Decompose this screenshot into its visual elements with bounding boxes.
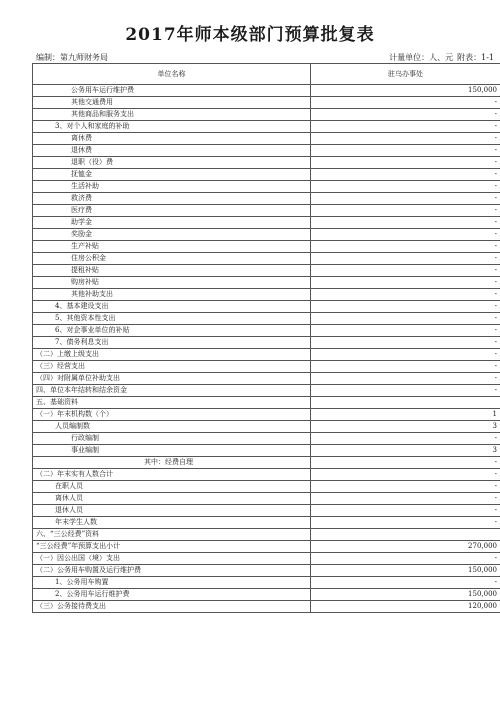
row-value: - bbox=[311, 289, 500, 301]
row-label: 生产补贴 bbox=[33, 241, 311, 253]
row-value: - bbox=[311, 481, 500, 493]
row-value: - bbox=[311, 193, 500, 205]
row-value: - bbox=[311, 205, 500, 217]
table-row bbox=[33, 541, 500, 553]
table-row bbox=[33, 337, 500, 349]
table-row bbox=[33, 133, 500, 145]
row-value: - bbox=[311, 109, 500, 121]
row-label: 3、对个人和家庭的补助 bbox=[33, 121, 311, 133]
table-row bbox=[33, 385, 500, 397]
row-label: 其他交通费用 bbox=[33, 97, 311, 109]
row-label: 年末学生人数 bbox=[33, 517, 311, 529]
table-row bbox=[33, 409, 500, 421]
row-value: - bbox=[311, 229, 500, 241]
header-value: 驻乌办事处 bbox=[311, 64, 500, 85]
row-value: - bbox=[311, 505, 500, 517]
row-value: - bbox=[311, 169, 500, 181]
row-label: 医疗费 bbox=[33, 205, 311, 217]
row-label: 其中：经费自理 bbox=[33, 457, 311, 469]
table-row bbox=[33, 589, 500, 601]
budget-table bbox=[32, 63, 500, 613]
table-row bbox=[33, 181, 500, 193]
table-row bbox=[33, 565, 500, 577]
table-row bbox=[33, 97, 500, 109]
table-row bbox=[33, 157, 500, 169]
row-value: 1 bbox=[311, 409, 500, 421]
table-header-row bbox=[33, 64, 500, 85]
table-row bbox=[33, 529, 500, 541]
table-row bbox=[33, 217, 500, 229]
table-row bbox=[33, 517, 500, 529]
table-row bbox=[33, 325, 500, 337]
row-label: “三公经费”年预算支出小计 bbox=[33, 541, 311, 553]
table-row bbox=[33, 577, 500, 589]
row-label: 购房补贴 bbox=[33, 277, 311, 289]
row-label: （二）年末实有人数合计 bbox=[33, 469, 311, 481]
row-label: （二）公务用车购置及运行维护费 bbox=[33, 565, 311, 577]
row-label: 奖励金 bbox=[33, 229, 311, 241]
row-label: 7、债务利息支出 bbox=[33, 337, 311, 349]
table-row bbox=[33, 601, 500, 613]
row-value: - bbox=[311, 241, 500, 253]
table-row bbox=[33, 373, 500, 385]
row-label: 6、对企事业单位的补贴 bbox=[33, 325, 311, 337]
sheet-label: 附表：1-1 bbox=[457, 53, 494, 62]
row-value bbox=[311, 397, 500, 409]
row-label: （三）公务接待费支出 bbox=[33, 601, 311, 613]
row-label: 提租补贴 bbox=[33, 265, 311, 277]
row-value: - bbox=[311, 253, 500, 265]
row-value: - bbox=[311, 337, 500, 349]
row-value: - bbox=[311, 313, 500, 325]
table-row bbox=[33, 289, 500, 301]
row-label: 五、基础资料 bbox=[33, 397, 311, 409]
row-value: - bbox=[311, 133, 500, 145]
table-row bbox=[33, 205, 500, 217]
table-row bbox=[33, 85, 500, 97]
row-value: - bbox=[311, 493, 500, 505]
row-label: （四）对附属单位补助支出 bbox=[33, 373, 311, 385]
row-label: 1、公务用车购置 bbox=[33, 577, 311, 589]
row-label: 助学金 bbox=[33, 217, 311, 229]
table-row bbox=[33, 301, 500, 313]
row-value: - bbox=[311, 469, 500, 481]
row-label: 退职（役）费 bbox=[33, 157, 311, 169]
row-value: 150,000 bbox=[311, 85, 500, 97]
row-label: 离休费 bbox=[33, 133, 311, 145]
row-label: 其他补助支出 bbox=[33, 289, 311, 301]
row-value: - bbox=[311, 385, 500, 397]
row-value: - bbox=[311, 373, 500, 385]
row-value: - bbox=[311, 97, 500, 109]
table-row bbox=[33, 469, 500, 481]
table-row bbox=[33, 505, 500, 517]
row-label: 救济费 bbox=[33, 193, 311, 205]
row-label: 六、“三公经费”资料 bbox=[33, 529, 311, 541]
row-value: - bbox=[311, 301, 500, 313]
table-row bbox=[33, 241, 500, 253]
table-body bbox=[33, 85, 500, 613]
row-label: 离休人员 bbox=[33, 493, 311, 505]
table-row bbox=[33, 169, 500, 181]
row-value: - bbox=[311, 157, 500, 169]
table-row bbox=[33, 361, 500, 373]
page-title: 2017年师本级部门预算批复表 bbox=[125, 25, 375, 45]
row-label: 行政编制 bbox=[33, 433, 311, 445]
row-value: - bbox=[311, 553, 500, 565]
row-label: 5、其他资本性支出 bbox=[33, 313, 311, 325]
meta-line bbox=[36, 52, 494, 63]
row-label: 抚恤金 bbox=[33, 169, 311, 181]
table-row bbox=[33, 457, 500, 469]
row-label: 公务用车运行维护费 bbox=[33, 85, 311, 97]
row-label: 退休费 bbox=[33, 145, 311, 157]
header-name: 单位名称 bbox=[33, 64, 311, 85]
table-row bbox=[33, 553, 500, 565]
table-row bbox=[33, 277, 500, 289]
table-row bbox=[33, 193, 500, 205]
row-value: - bbox=[311, 217, 500, 229]
row-label: （一）因公出国（境）支出 bbox=[33, 553, 311, 565]
row-value: 120,000 bbox=[311, 601, 500, 613]
row-label: 生活补助 bbox=[33, 181, 311, 193]
row-value: - bbox=[311, 277, 500, 289]
row-value: 150,000 bbox=[311, 589, 500, 601]
row-label: 在职人员 bbox=[33, 481, 311, 493]
row-label: 四、单位本年结转和结余资金 bbox=[33, 385, 311, 397]
table-row bbox=[33, 145, 500, 157]
table-row bbox=[33, 445, 500, 457]
row-label: （一）年末机构数（个） bbox=[33, 409, 311, 421]
row-label: 事业编制 bbox=[33, 445, 311, 457]
row-value: - bbox=[311, 517, 500, 529]
table-row bbox=[33, 481, 500, 493]
table-row bbox=[33, 229, 500, 241]
row-value: 150,000 bbox=[311, 565, 500, 577]
meta-right bbox=[389, 52, 494, 63]
row-label: 其他商品和服务支出 bbox=[33, 109, 311, 121]
row-value: - bbox=[311, 121, 500, 133]
row-value: - bbox=[311, 361, 500, 373]
table-row bbox=[33, 397, 500, 409]
row-value: - bbox=[311, 457, 500, 469]
table-row bbox=[33, 253, 500, 265]
table-row bbox=[33, 493, 500, 505]
row-value: 270,000 bbox=[311, 541, 500, 553]
row-value: 3 bbox=[311, 445, 500, 457]
unit-label: 计量单位：人、元 bbox=[389, 53, 454, 62]
row-value: - bbox=[311, 145, 500, 157]
table-row bbox=[33, 265, 500, 277]
row-value: 3 bbox=[311, 421, 500, 433]
compiler-label: 编制：第九师财务局 bbox=[36, 53, 108, 62]
table-row bbox=[33, 433, 500, 445]
table-row bbox=[33, 349, 500, 361]
row-label: （三）经营支出 bbox=[33, 361, 311, 373]
row-value: - bbox=[311, 265, 500, 277]
row-value bbox=[311, 529, 500, 541]
row-label: 4、基本建设支出 bbox=[33, 301, 311, 313]
row-label: 退休人员 bbox=[33, 505, 311, 517]
table-row bbox=[33, 313, 500, 325]
row-value: - bbox=[311, 325, 500, 337]
row-value: - bbox=[311, 577, 500, 589]
table-row bbox=[33, 121, 500, 133]
row-value: - bbox=[311, 433, 500, 445]
table-row bbox=[33, 109, 500, 121]
row-label: 2、公务用车运行维护费 bbox=[33, 589, 311, 601]
table-row bbox=[33, 421, 500, 433]
row-label: 住房公积金 bbox=[33, 253, 311, 265]
row-label: （二）上缴上级支出 bbox=[33, 349, 311, 361]
row-value: - bbox=[311, 349, 500, 361]
row-label: 人员编制数 bbox=[33, 421, 311, 433]
row-value: - bbox=[311, 181, 500, 193]
